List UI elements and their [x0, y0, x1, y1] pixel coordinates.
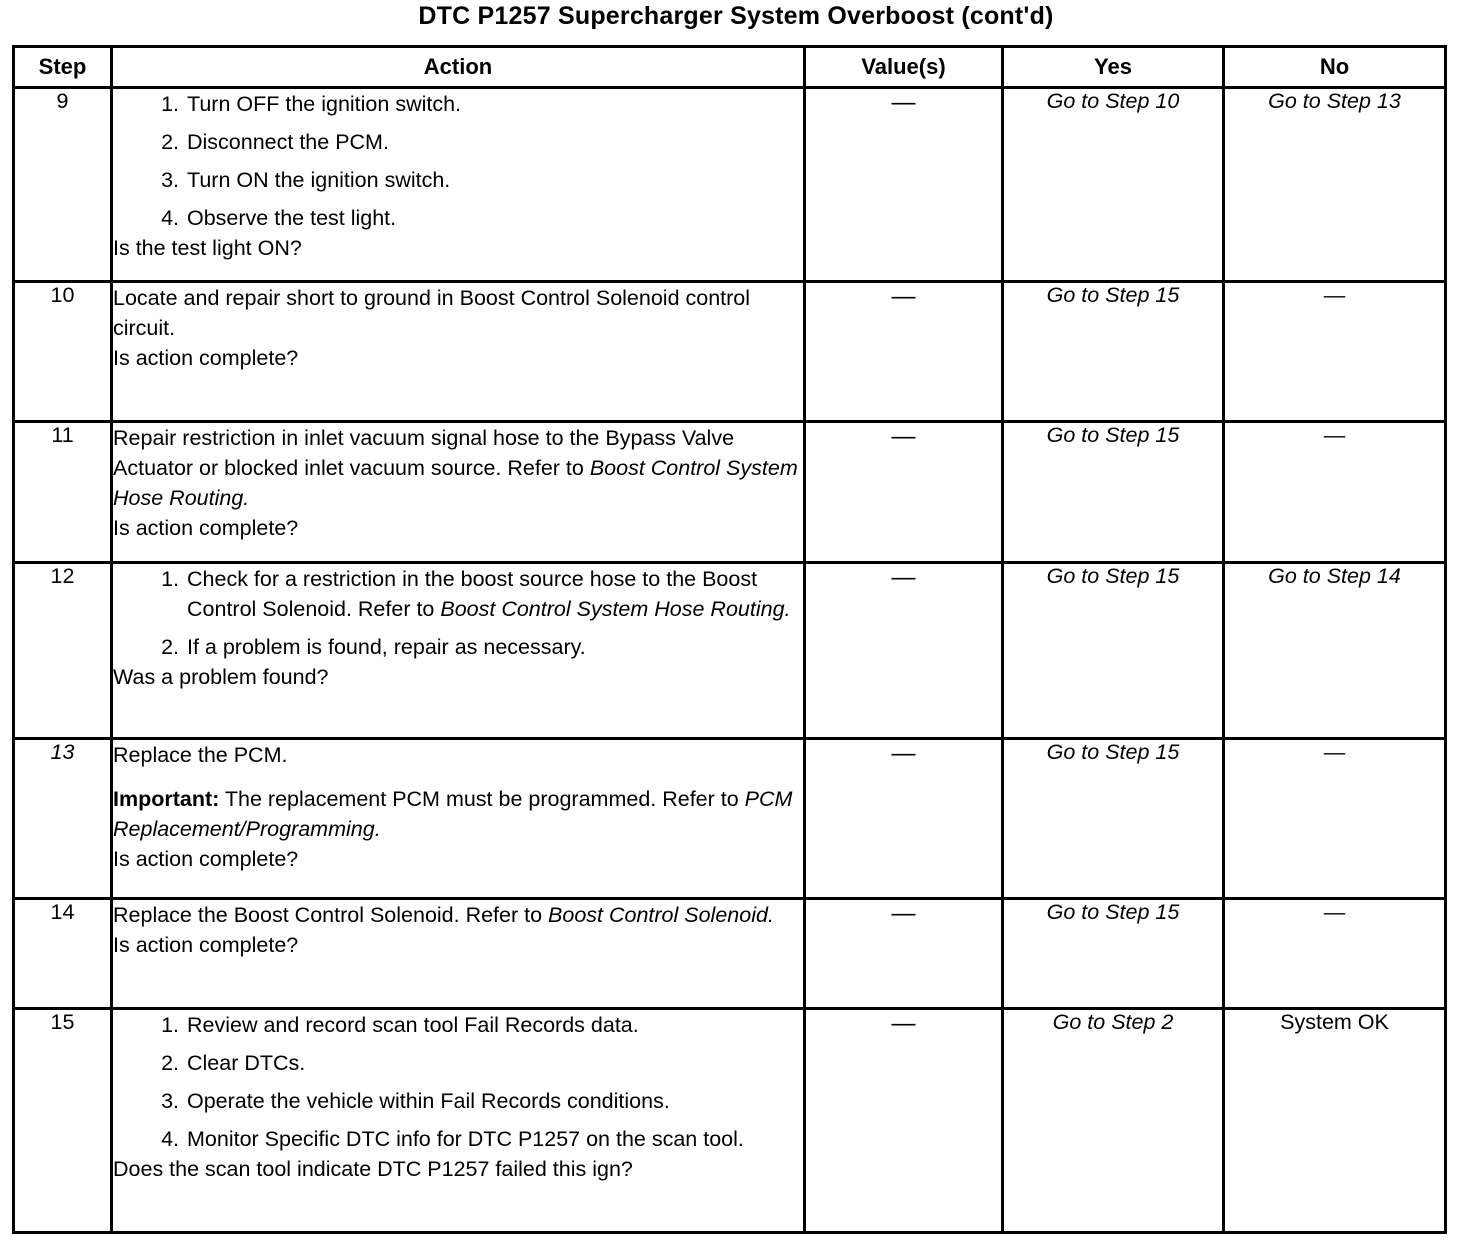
action-cell — [112, 88, 805, 282]
header-values: Value(s) — [805, 47, 1003, 88]
header-row — [14, 47, 1446, 88]
action-question: Was a problem found? — [113, 665, 329, 689]
dtc-table — [12, 45, 1447, 1234]
table-row — [14, 739, 1446, 899]
value-cell: — — [805, 739, 1003, 899]
value-cell: — — [805, 88, 1003, 282]
step-number: 11 — [14, 422, 112, 563]
action-question: Is action complete? — [113, 346, 299, 370]
list-item: 1. Check for a restriction in the boost source hose to the Boost Control Solenoid. Refer to Boost Control System Hose Routing. — [161, 567, 791, 621]
action-question: Is the test light ON? — [113, 236, 302, 260]
action-question: Does the scan tool indicate DTC P1257 failed this ign? — [113, 1157, 633, 1181]
action-question: Is action complete? — [113, 933, 299, 957]
list-item: 1. Turn OFF the ignition switch. — [161, 92, 462, 116]
yes-cell: Go to Step 15 — [1003, 422, 1224, 563]
header-yes: Yes — [1003, 47, 1224, 88]
table-row — [14, 563, 1446, 739]
table-row — [14, 899, 1446, 1009]
reference-link-text: Boost Control System Hose Routing. — [440, 597, 791, 621]
list-item: 4. Monitor Specific DTC info for DTC P1257 on the scan tool. — [161, 1127, 744, 1151]
step-number: 15 — [14, 1009, 112, 1233]
important-note: Important: The replacement PCM must be programmed. Refer to PCM Replacement/Programming. — [113, 787, 793, 841]
action-text: Repair restriction in inlet vacuum signal hose to the Bypass Valve Actuator or blocked inlet vacuum source. Refer to Boost Control System Hose Routing. — [113, 426, 798, 510]
value-cell: — — [805, 899, 1003, 1009]
reference-link-text: Boost Control Solenoid. — [548, 903, 774, 927]
no-cell: — — [1224, 739, 1446, 899]
list-item: 2. Clear DTCs. — [161, 1051, 306, 1075]
action-text: Locate and repair short to ground in Boost Control Solenoid control circuit. — [113, 286, 751, 340]
action-text: Replace the PCM. — [113, 743, 288, 767]
action-cell — [112, 563, 805, 739]
list-item: 3. Operate the vehicle within Fail Records conditions. — [161, 1089, 670, 1113]
step-number: 14 — [14, 899, 112, 1009]
page-title: DTC P1257 Supercharger System Overboost (cont'd) — [418, 2, 1054, 30]
yes-cell: Go to Step 15 — [1003, 899, 1224, 1009]
table-row — [14, 282, 1446, 422]
yes-cell: Go to Step 15 — [1003, 282, 1224, 422]
yes-cell: Go to Step 15 — [1003, 739, 1224, 899]
step-number: 10 — [14, 282, 112, 422]
no-cell: — — [1224, 282, 1446, 422]
action-question: Is action complete? — [113, 847, 299, 871]
list-item: 1. Review and record scan tool Fail Records data. — [161, 1013, 639, 1037]
no-cell: Go to Step 13 — [1224, 88, 1446, 282]
table-row — [14, 88, 1446, 282]
no-cell: Go to Step 14 — [1224, 563, 1446, 739]
action-cell — [112, 739, 805, 899]
list-item: 2. If a problem is found, repair as necessary. — [161, 635, 586, 659]
list-item: 3. Turn ON the ignition switch. — [161, 168, 451, 192]
header-step: Step — [14, 47, 112, 88]
header-no: No — [1224, 47, 1446, 88]
list-item: 4. Observe the test light. — [161, 206, 397, 230]
value-cell: — — [805, 1009, 1003, 1233]
header-action: Action — [112, 47, 805, 88]
yes-cell: Go to Step 2 — [1003, 1009, 1224, 1233]
value-cell: — — [805, 422, 1003, 563]
reference-link-text: PCM Replacement/Programming. — [113, 787, 793, 841]
action-cell — [112, 899, 805, 1009]
action-cell — [112, 1009, 805, 1233]
no-cell: — — [1224, 422, 1446, 563]
table-row — [14, 422, 1446, 563]
value-cell: — — [805, 563, 1003, 739]
no-cell: System OK — [1224, 1009, 1446, 1233]
value-cell: — — [805, 282, 1003, 422]
action-question: Is action complete? — [113, 516, 299, 540]
no-cell: — — [1224, 899, 1446, 1009]
table-row — [14, 1009, 1446, 1233]
action-cell — [112, 422, 805, 563]
step-number: 9 — [14, 88, 112, 282]
reference-link-text: Boost Control System Hose Routing. — [113, 456, 798, 510]
step-number: 12 — [14, 563, 112, 739]
yes-cell: Go to Step 15 — [1003, 563, 1224, 739]
action-cell — [112, 282, 805, 422]
list-item: 2. Disconnect the PCM. — [161, 130, 389, 154]
action-text: Replace the Boost Control Solenoid. Refer to Boost Control Solenoid. — [113, 903, 774, 927]
step-number: 13 — [14, 739, 112, 899]
yes-cell: Go to Step 10 — [1003, 88, 1224, 282]
